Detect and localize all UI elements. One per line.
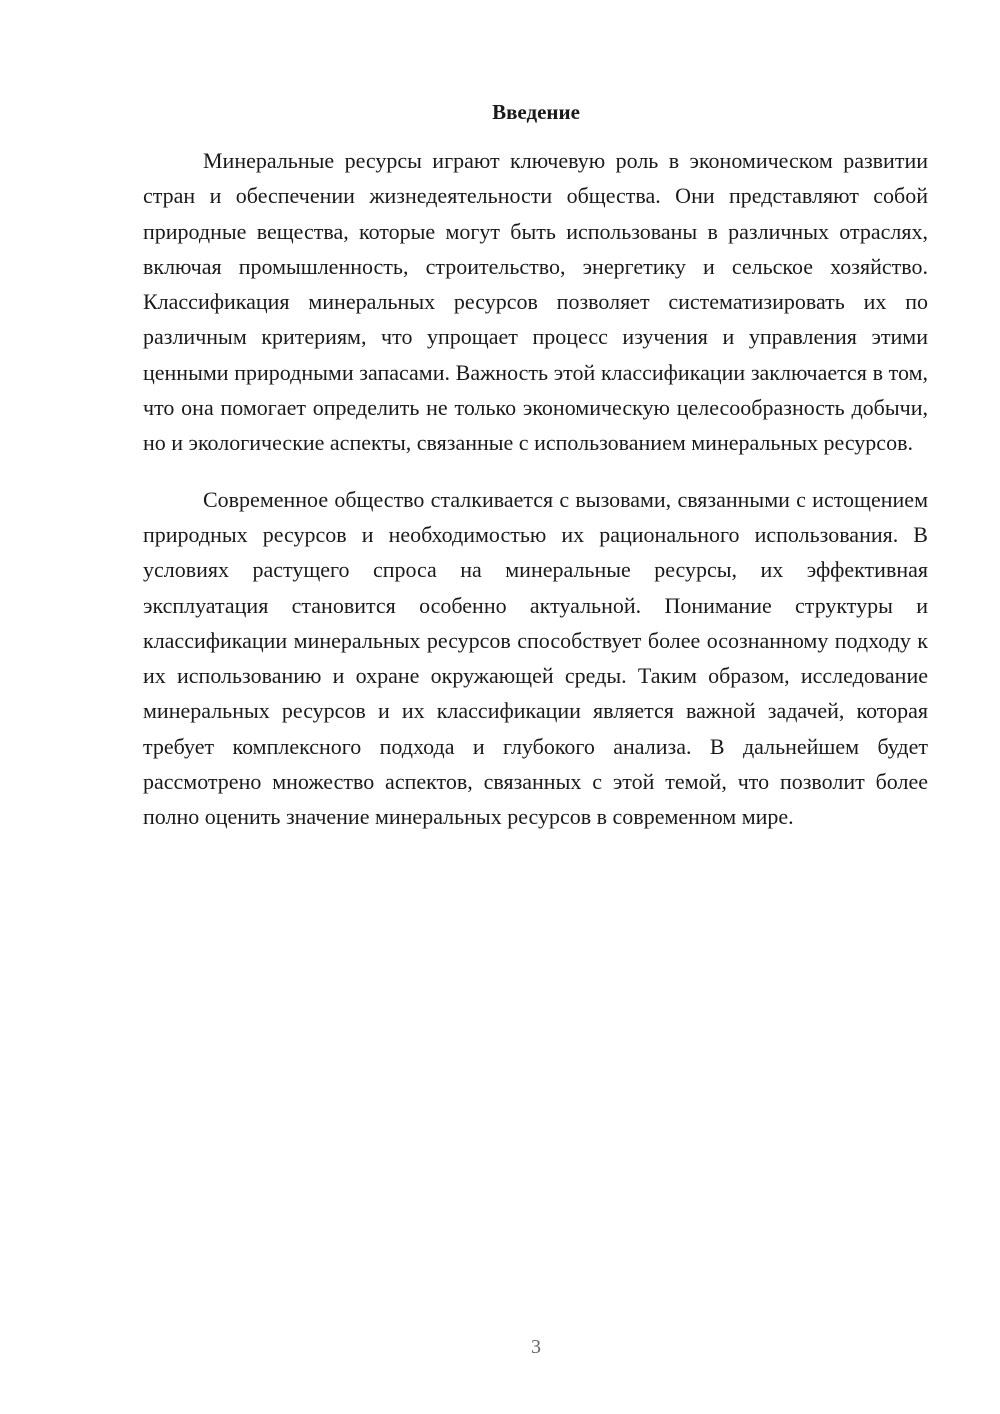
section-title: Введение	[492, 100, 580, 124]
paragraph-2: Современное общество сталкивается с вызовами, связанными с истощением природных ресурсов и необходимостью их рационального использования. В условиях растущего спроса на минеральные ресурсы, их эффективная эксплуатация становится особенно актуальной. Понимание структуры и классификации минеральных ресурсов способствует более осознанному подходу к их использованию и охране окружающей среды. Таким образом, исследование минеральных ресурсов и их классификации является важной задачей, которая требует комплексного подхода и глубокого анализа. В дальнейшем будет рассмотрено множество аспектов, связанных с этой темой, что позволит более полно оценить значение минеральных ресурсов в современном мире.	[143, 486, 928, 830]
body-text	[143, 143, 928, 835]
paragraph-1: Минеральные ресурсы играют ключевую роль в экономическом развитии стран и обеспечении жизнедеятельности общества. Они представляют собой природные вещества, которые могут быть использованы в различных отраслях, включая промышленность, строительство, энергетику и сельское хозяйство. Классификация минеральных ресурсов позволяет систематизировать их по различным критериям, что упрощает процесс изучения и управления этими ценными природными запасами. Важность этой классификации заключается в том, что она помогает определить не только экономическую целесообразность добычи, но и экологические аспекты, связанные с использованием минеральных ресурсов.	[143, 148, 928, 456]
page-number: 3	[531, 1336, 541, 1358]
